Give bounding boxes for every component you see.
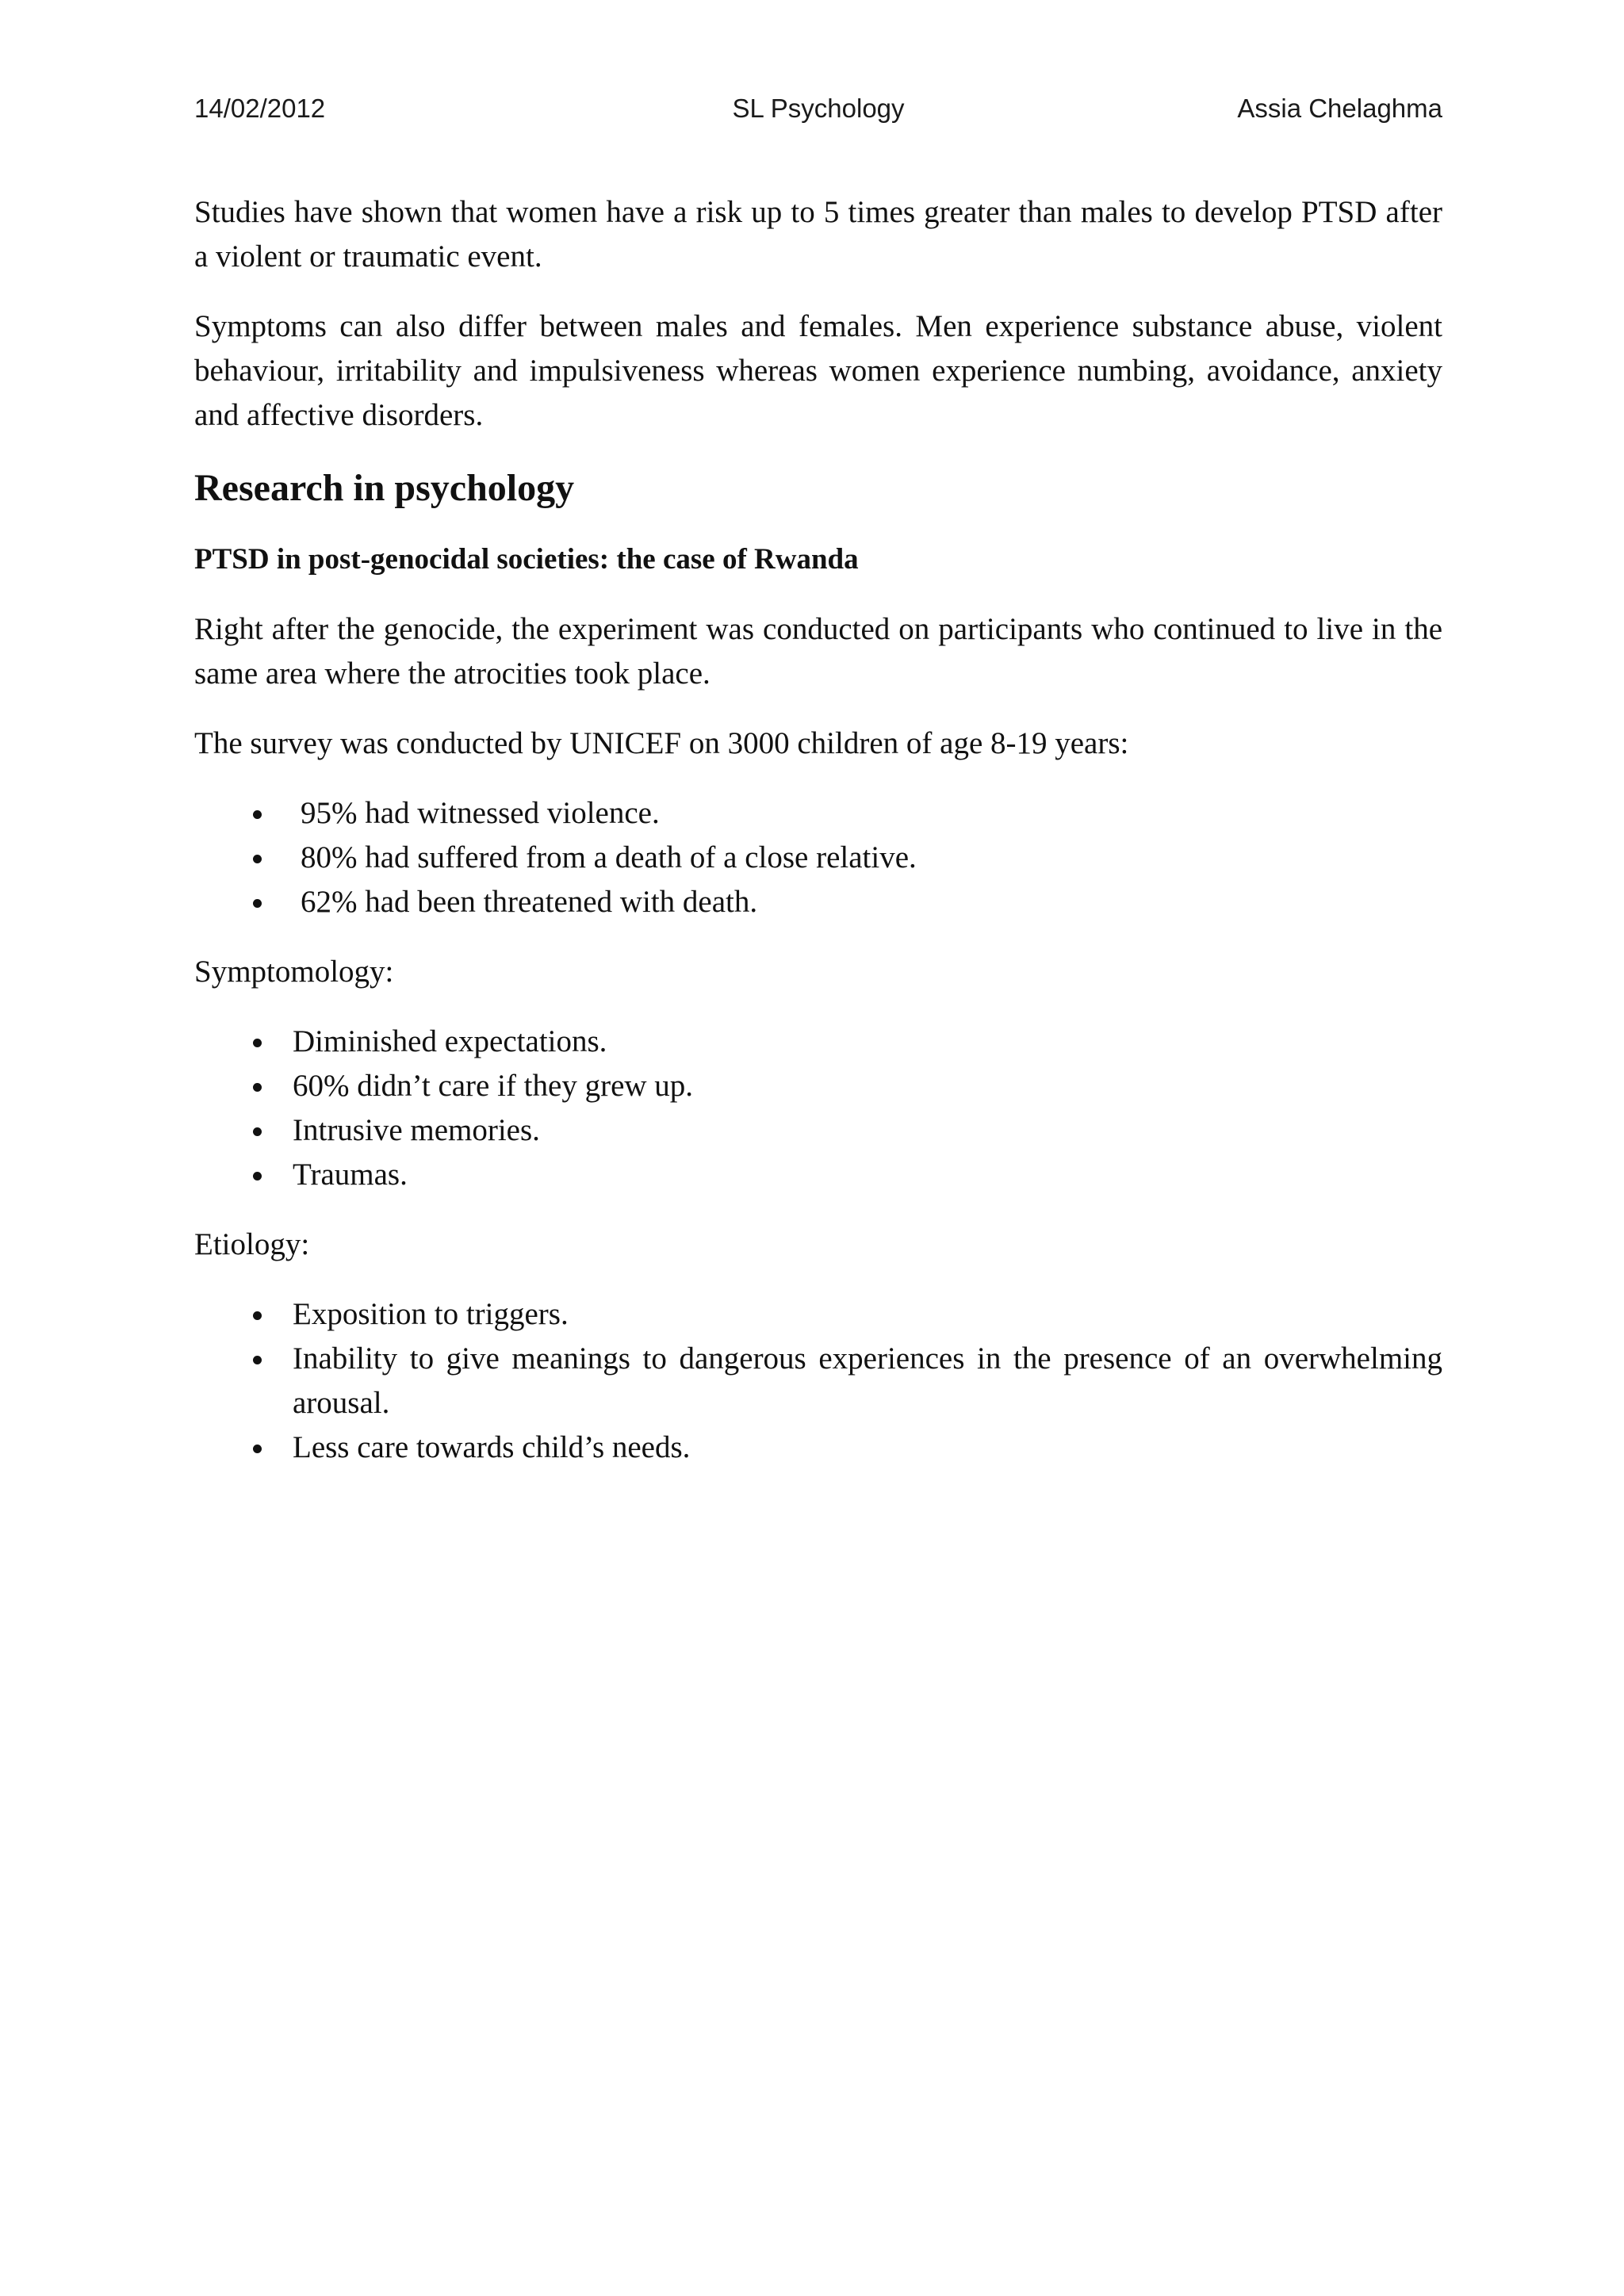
page-header xyxy=(194,94,1442,133)
list-item-text: 62% had been threatened with death. xyxy=(301,885,758,919)
list-item xyxy=(194,1337,1442,1425)
bullet-icon xyxy=(253,1311,262,1320)
list-item-text: Intrusive memories. xyxy=(293,1113,540,1147)
bullet-icon xyxy=(253,1356,262,1364)
bullet-icon xyxy=(253,1172,262,1181)
list-item xyxy=(194,1153,1442,1197)
list-item xyxy=(194,1020,1442,1064)
list-item-text: Exposition to triggers. xyxy=(293,1297,569,1331)
paragraph-survey: The survey was conducted by UNICEF on 3000 children of age 8-19 years: xyxy=(194,726,1129,760)
symptomology-label: Symptomology: xyxy=(194,955,394,989)
list-item xyxy=(194,1108,1442,1153)
list-item-text: Diminished expectations. xyxy=(293,1024,607,1058)
section-heading: Research in psychology xyxy=(194,467,575,509)
paragraph-experiment: Right after the genocide, the experiment was conducted on participants who continued to live in the same area where the atrocities took place. xyxy=(194,612,1442,691)
list-item xyxy=(194,1064,1442,1108)
list-item xyxy=(194,1292,1442,1337)
list-item xyxy=(194,791,1442,836)
etiology-list xyxy=(194,1292,1442,1470)
bullet-icon xyxy=(253,1127,262,1136)
list-item-text: Traumas. xyxy=(293,1158,408,1192)
list-item-text: 80% had suffered from a death of a close relative. xyxy=(301,840,917,874)
bullet-icon xyxy=(253,855,262,863)
symptomology-list xyxy=(194,1020,1442,1197)
etiology-label: Etiology: xyxy=(194,1227,310,1261)
bullet-icon xyxy=(253,1083,262,1092)
bullet-icon xyxy=(253,1039,262,1047)
list-item-text: 95% had witnessed violence. xyxy=(301,796,660,830)
paragraph-symptoms: Symptoms can also differ between males and females. Men experience substance abuse, violent behaviour, irritability and impulsiveness whereas women experience numbing, avoidance, anxiety and affective disorders. xyxy=(194,309,1442,432)
list-item-text: Less care towards child’s needs. xyxy=(293,1430,691,1464)
list-item-text: 60% didn’t care if they grew up. xyxy=(293,1069,694,1103)
document-body xyxy=(194,190,1442,1495)
list-item-text: Inability to give meanings to dangerous experiences in the presence of an overwhelming arousal. xyxy=(293,1341,1442,1420)
paragraph-risk: Studies have shown that women have a risk up to 5 times greater than males to develop PTSD after a violent or traumatic event. xyxy=(194,195,1442,274)
section-subheading: PTSD in post-genocidal societies: the case of Rwanda xyxy=(194,543,859,576)
header-date: 14/02/2012 xyxy=(194,94,326,123)
list-item xyxy=(194,1425,1442,1470)
bullet-icon xyxy=(253,1445,262,1453)
header-course: SL Psychology xyxy=(732,94,905,123)
list-item xyxy=(194,880,1442,924)
bullet-icon xyxy=(253,899,262,908)
header-author: Assia Chelaghma xyxy=(1237,94,1442,123)
survey-results-list xyxy=(194,791,1442,924)
list-item xyxy=(194,836,1442,880)
bullet-icon xyxy=(253,810,262,819)
